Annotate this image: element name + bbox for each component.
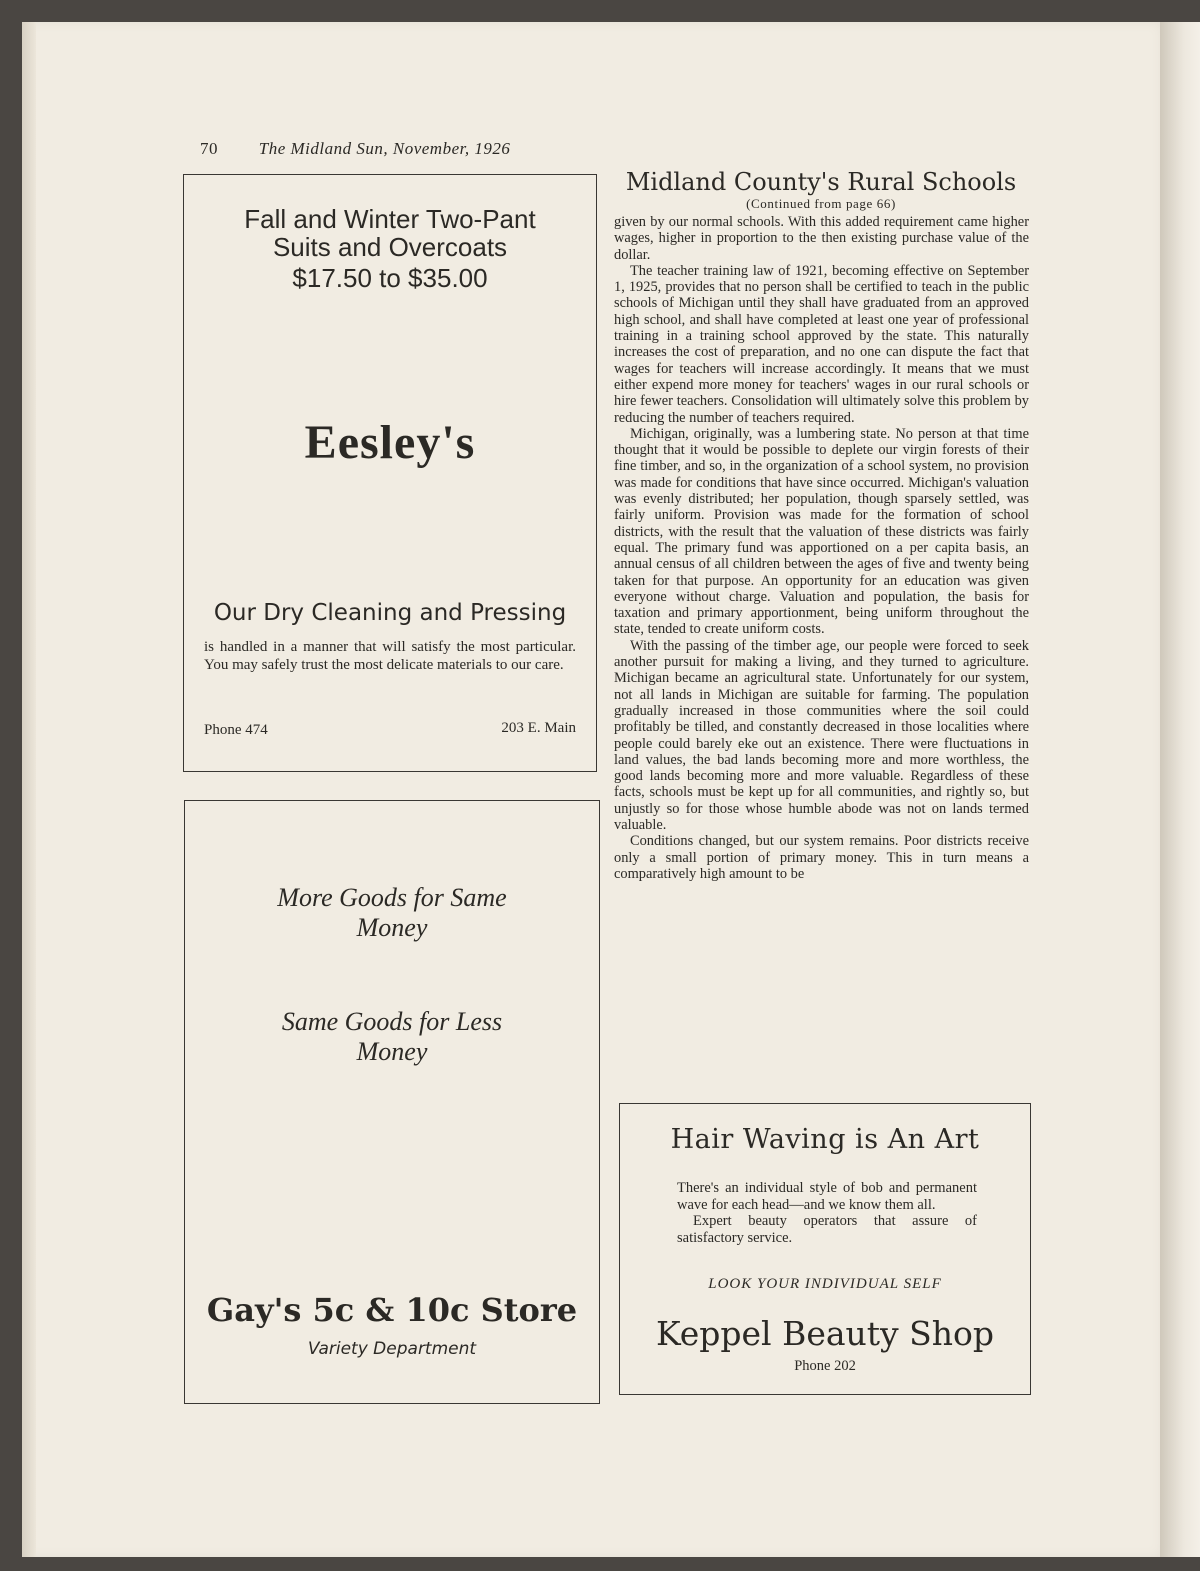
- keppel-slogan: LOOK YOUR INDIVIDUAL SELF: [708, 1276, 942, 1292]
- gays-store-name: Gay's 5c & 10c Store: [206, 1291, 578, 1329]
- eesleys-headline: Fall and Winter Two-Pant Suits and Overcoats: [244, 204, 536, 262]
- article-paragraph: Conditions changed, but our system remains. Poor districts receive only a small portion of primary money. This in turn means a comparatively high amount to be: [614, 833, 1029, 882]
- article-paragraph: given by our normal schools. With this added requirement came higher wages, higher in proportion to the then existing purchase value of the dollar.: [614, 214, 1029, 263]
- gays-slogan-1: More Goods for Same Money: [277, 883, 507, 942]
- keppel-shop-name: Keppel Beauty Shop: [655, 1314, 995, 1353]
- page-number: 70: [200, 139, 218, 158]
- article-paragraph: With the passing of the timber age, our people were forced to seek another pursuit for making a living, and they turned to agriculture. Michigan became an agricultural state. Unfortunately for our system, not all lands in Michigan are suitable for farming. The population gradually increased in those communities where the soil could profitably be tilled, and constantly decreased in those localities where people could barely eke out an existence. There were fluctuations in land values, the bad lands becoming more and more worthless, the good lands becoming more and more valuable. Regardless of these facts, schools must be kept up for all communities, and rightly so, but unjustly so for those whose humble abode was not on lands termed valuable.: [614, 637, 1029, 833]
- gays-advertisement: [184, 800, 600, 1404]
- eesleys-subhead: Our Dry Cleaning and Pressing: [213, 600, 567, 626]
- gays-department: Variety Department: [307, 1339, 477, 1359]
- gays-slogan-2: Same Goods for Less Money: [281, 1007, 503, 1066]
- article-continued-note: (Continued from page 66): [746, 196, 896, 211]
- binding-gutter: [1160, 22, 1200, 1557]
- article-paragraph: Michigan, originally, was a lumbering state. No person at that time thought that it would be possible to deplete our virgin forests of their fine timber, and so, in the organization of a school system, no provision was made for conditions that have since occurred. Michigan's valuation was evenly distributed; her population, though sparsely settled, was fairly uniform. Provision was made for the formation of school districts, with the result that the valuation of these districts was fairly equal. The primary fund was apportioned on a per capita basis, an annual census of all children between the ages of five and twenty being taken for that purpose. An opportunity for an education was given everyone without charge. Valuation and population, the basis for taxation and primary apportionment, being uniform throughout the state, tended to create uniform costs.: [614, 425, 1029, 638]
- eesleys-price: $17.50 to $35.00: [292, 263, 488, 293]
- keppel-body-text: [677, 1180, 977, 1246]
- eesleys-advertisement: [183, 174, 597, 772]
- article-title: Midland County's Rural Schools: [625, 168, 1017, 196]
- keppel-headline: Hair Waving is An Art: [670, 1124, 980, 1155]
- eesleys-store-name: Eesley's: [304, 416, 476, 469]
- running-header: [200, 139, 510, 159]
- keppel-advertisement: [619, 1103, 1031, 1395]
- keppel-phone: Phone 202: [794, 1358, 856, 1374]
- article-body: [614, 214, 1029, 882]
- keppel-body-paragraph: There's an individual style of bob and permanent wave for each head—and we know them all.: [677, 1180, 977, 1213]
- page-stack-edge: [22, 22, 36, 1557]
- eesleys-phone: Phone 474: [204, 722, 268, 738]
- article-paragraph: The teacher training law of 1921, becoming effective on September 1, 1925, provides that no person shall be certified to teach in the public schools of Michigan until they shall have graduated from an approved high school, and shall have completed at least one year of professional training in a training school approved by the state. This naturally increases the cost of preparation, and no one can dispute the fact that wages for teachers will increase accordingly. It means that we must either expend more money for teachers' wages in our rural schools or hire fewer teachers. Consolidation will ultimately solve this problem by reducing the number of teachers required.: [614, 262, 1029, 426]
- eesleys-body-text: is handled in a manner that will satisfy the most particular. You may safely trust the most delicate materials to our care.: [204, 639, 576, 673]
- publication-title: The Midland Sun, November, 1926: [258, 139, 511, 158]
- keppel-body-paragraph: Expert beauty operators that assure of satisfactory service.: [677, 1213, 977, 1246]
- eesleys-address: 203 E. Main: [501, 720, 576, 736]
